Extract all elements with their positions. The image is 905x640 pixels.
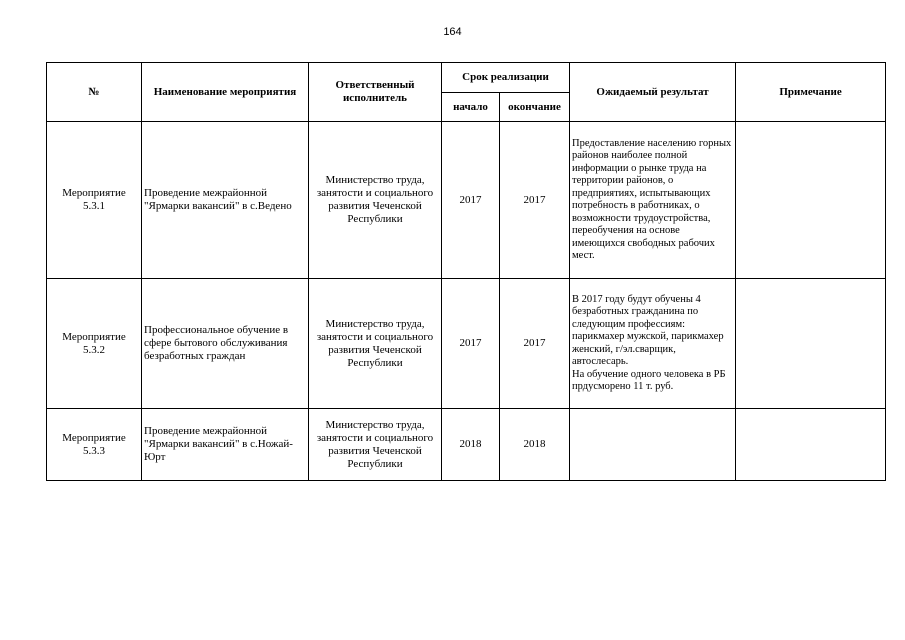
activity-end: 2017 (500, 122, 570, 279)
page-number: 164 (443, 26, 462, 38)
header-responsible: Ответственный исполнитель (309, 63, 442, 122)
header-row (47, 63, 886, 93)
activity-number-label: Мероприятие (62, 187, 126, 199)
activity-result-line: В 2017 году будут обучены 4 безработных гражданина по следующим профессиям: парикмахер мужской, парикмахер женский, г/эл.сварщик, автослесарь. (572, 293, 724, 367)
activity-name: Проведение межрайонной "Ярмарки вакансий" в с.Ведено (142, 122, 309, 279)
table-row (47, 122, 886, 279)
activity-number-label: Мероприятие (62, 431, 126, 444)
activity-result-line: На обучение одного человека в РБ прдусморено 11 т. руб. (572, 368, 726, 392)
activity-number-code: 5.3.3 (83, 444, 105, 457)
activity-number (47, 409, 142, 481)
activity-number (47, 279, 142, 409)
table-row (47, 409, 886, 481)
activity-end: 2017 (500, 279, 570, 409)
activity-number (47, 122, 142, 279)
activity-end: 2018 (500, 409, 570, 481)
activity-name: Проведение межрайонной "Ярмарки вакансий" в с.Ножай-Юрт (142, 409, 309, 481)
activity-start: 2018 (442, 409, 500, 481)
activity-number-label: Мероприятие (62, 330, 126, 343)
activity-result-line: Предоставление населению горных районов наиболее полной информации о рынке труда на территории районов, о предприятиях, испытывающих потребность в работниках, о возможности трудоустройства, переобучения на основе имеющихся свободных рабочих мест. (572, 137, 732, 261)
activity-number-code: 5.3.1 (83, 200, 105, 212)
activity-name: Профессиональное обучение в сфере бытового обслуживания безработных граждан (142, 279, 309, 409)
header-name: Наименование мероприятия (142, 63, 309, 122)
header-note: Примечание (736, 63, 886, 122)
activities-table (46, 62, 886, 481)
activity-result (570, 122, 736, 279)
header-num: № (47, 63, 142, 122)
activity-number-code: 5.3.2 (83, 343, 105, 356)
activity-note (736, 279, 886, 409)
activity-result (570, 279, 736, 409)
activity-responsible: Министерство труда, занятости и социального развития Чеченской Республики (309, 279, 442, 409)
activity-start: 2017 (442, 279, 500, 409)
header-result: Ожидаемый результат (570, 63, 736, 122)
activity-responsible: Министерство труда, занятости и социального развития Чеченской Республики (309, 409, 442, 481)
activity-note (736, 409, 886, 481)
activity-start: 2017 (442, 122, 500, 279)
header-end: окончание (500, 93, 570, 122)
header-period: Срок реализации (442, 63, 570, 93)
table-row (47, 279, 886, 409)
activity-result (570, 409, 736, 481)
header-start: начало (442, 93, 500, 122)
activity-note (736, 122, 886, 279)
activity-responsible: Министерство труда, занятости и социального развития Чеченской Республики (309, 122, 442, 279)
